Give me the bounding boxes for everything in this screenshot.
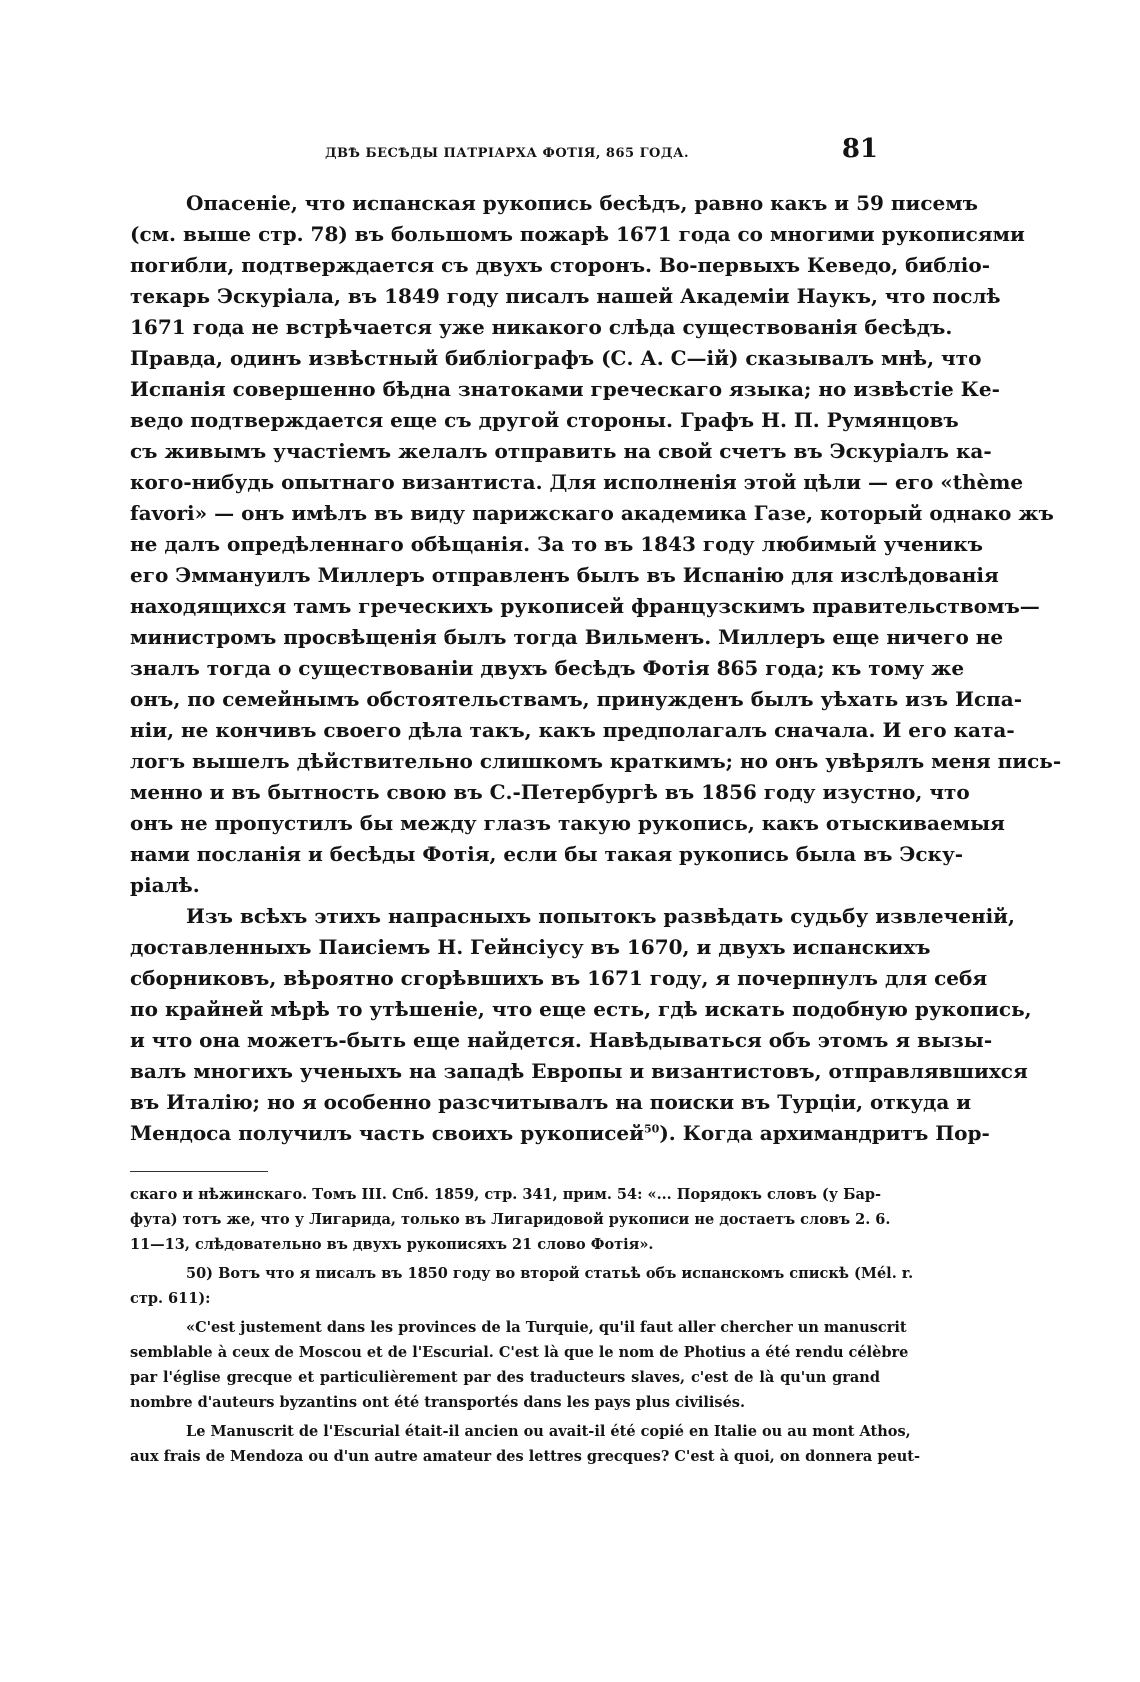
text-line: favori» — онъ имѣлъ въ виду парижскаго академика Газе, который однако жъ [130,501,1054,525]
text-line: менно и въ бытность свою въ С.-Петербургѣ въ 1856 году изустно, что [130,780,970,804]
footnote-line: 50) Вотъ что я писалъ въ 1850 году во второй статьѣ объ испанскомъ спискѣ (Mél. r. [186,1265,914,1282]
text-line: онъ, по семейнымъ обстоятельствамъ, принужденъ былъ уѣхать изъ Испа- [130,687,1023,711]
text-line: нами посланія и бесѣды Фотія, если бы такая рукопись была въ Эску- [130,842,964,866]
text-line: и что она можетъ-быть еще найдется. Навѣдываться объ этомъ я вызы- [130,1028,993,1052]
text-fragment: Мендоса получилъ часть своихъ рукописей [130,1121,644,1145]
footnote-line: скаго и нѣжинскаго. Томъ III. Спб. 1859, стр. 341, прим. 54: «... Порядокъ словъ (у Бар- [130,1186,882,1203]
footnote-line: стр. 611): [130,1290,211,1307]
footnote-line: «C'est justement dans les provinces de la Turquie, qu'il faut aller chercher un manuscrit [186,1319,907,1336]
footnote-line: semblable à ceux de Moscou et de l'Escurial. C'est là que le nom de Photius a été rendu célèbre [130,1344,909,1361]
text-line: ніи, не кончивъ своего дѣла такъ, какъ предполагалъ сначала. И его ката- [130,718,1015,742]
text-line: его Эммануилъ Миллеръ отправленъ былъ въ Испанію для изслѣдованія [130,563,999,587]
text-line: по крайней мѣрѣ то утѣшеніе, что еще есть, гдѣ искать подобную рукопись, [130,997,1032,1021]
text-line: находящихся тамъ греческихъ рукописей французскимъ правительствомъ— [130,594,1040,618]
text-line: 1671 года не встрѣчается уже никакого слѣда существованія бесѣдъ. [130,315,953,339]
footnote-line: фута) тотъ же, что у Лигарида, только въ Лигаридовой рукописи не достаетъ словъ 2. 6. [130,1211,891,1228]
footnotes [130,1182,920,1469]
text-line: министромъ просвѣщенія былъ тогда Вильменъ. Миллеръ еще ничего не [130,625,1004,649]
text-line: зналъ тогда о существованіи двухъ бесѣдъ Фотія 865 года; къ тому же [130,656,965,680]
text-fragment: ). Когда архимандритъ Пор- [659,1121,990,1145]
text-line: Правда, одинъ извѣстный библіографъ (С. А. С—ій) сказывалъ мнѣ, что [130,346,982,370]
text-line: погибли, подтверждается съ двухъ сторонъ. Во-первыхъ Кеведо, библіо- [130,253,991,277]
text-line: не далъ опредѣленнаго обѣщанія. За то въ 1843 году любимый ученикъ [130,532,983,556]
text-line-with-footnote-ref [130,1118,990,1149]
text-line: съ живымъ участіемъ желалъ отправить на свой счетъ въ Эскуріалъ ка- [130,439,992,463]
text-line: ведо подтверждается еще съ другой стороны. Графъ Н. П. Румянцовъ [130,408,959,432]
footnote-line: Le Manuscrit de l'Escurial était-il ancien ou avait-il été copié en Italie ou au mont Athos, [186,1423,911,1440]
footnote-ref: 50 [644,1122,660,1136]
footnote-line: nombre d'auteurs byzantins ont été transportés dans les pays plus civilisés. [130,1394,746,1411]
footnote-line: aux frais de Mendoza ou d'un autre amateur des lettres grecques? C'est à quoi, on donnera peut- [130,1448,920,1465]
body-text [130,188,1062,1149]
text-line: кого-нибудь опытнаго византиста. Для исполненія этой цѣли — его «thème [130,470,1024,494]
text-line: въ Италію; но я особенно разсчитывалъ на поиски въ Турціи, откуда и [130,1090,972,1114]
text-line: (см. выше стр. 78) въ большомъ пожарѣ 1671 года со многими рукописями [130,222,1025,246]
footnote-line: par l'église grecque et particulièrement par des traducteurs slaves, c'est de là qu'un grand [130,1369,880,1386]
text-line: ріалѣ. [130,873,200,897]
text-line: доставленныхъ Паисіемъ Н. Гейнсіусу въ 1670, и двухъ испанскихъ [130,935,931,959]
text-line: Изъ всѣхъ этихъ напрасныхъ попытокъ развѣдать судьбу извлеченій, [186,904,1015,928]
text-line: валъ многихъ ученыхъ на западѣ Европы и византистовъ, отправлявшихся [130,1059,1028,1083]
running-title: ДВѢ БЕСѢДЫ ПАТРІАРХА ФОТІЯ, 865 ГОДА. [325,146,690,161]
footnote-line: 11—13, слѣдовательно въ двухъ рукописяхъ 21 слово Фотія». [130,1236,654,1253]
text-line: онъ не пропустилъ бы между глазъ такую рукопись, какъ отыскиваемыя [130,811,1005,835]
text-line: логъ вышелъ дѣйствительно слишкомъ краткимъ; но онъ увѣрялъ меня пись- [130,749,1062,773]
text-line: Испанія совершенно бѣдна знатоками греческаго языка; но извѣстіе Ке- [130,377,1000,401]
running-head [130,126,880,166]
footnote-divider [130,1171,268,1172]
text-line: сборниковъ, вѣроятно сгорѣвшихъ въ 1671 году, я почерпнулъ для себя [130,966,988,990]
text-line: текарь Эскуріала, въ 1849 году писалъ нашей Академіи Наукъ, что послѣ [130,284,1001,308]
page-number: 81 [841,134,878,164]
text-line: Опасеніе, что испанская рукопись бесѣдъ, равно какъ и 59 писемъ [186,191,978,215]
